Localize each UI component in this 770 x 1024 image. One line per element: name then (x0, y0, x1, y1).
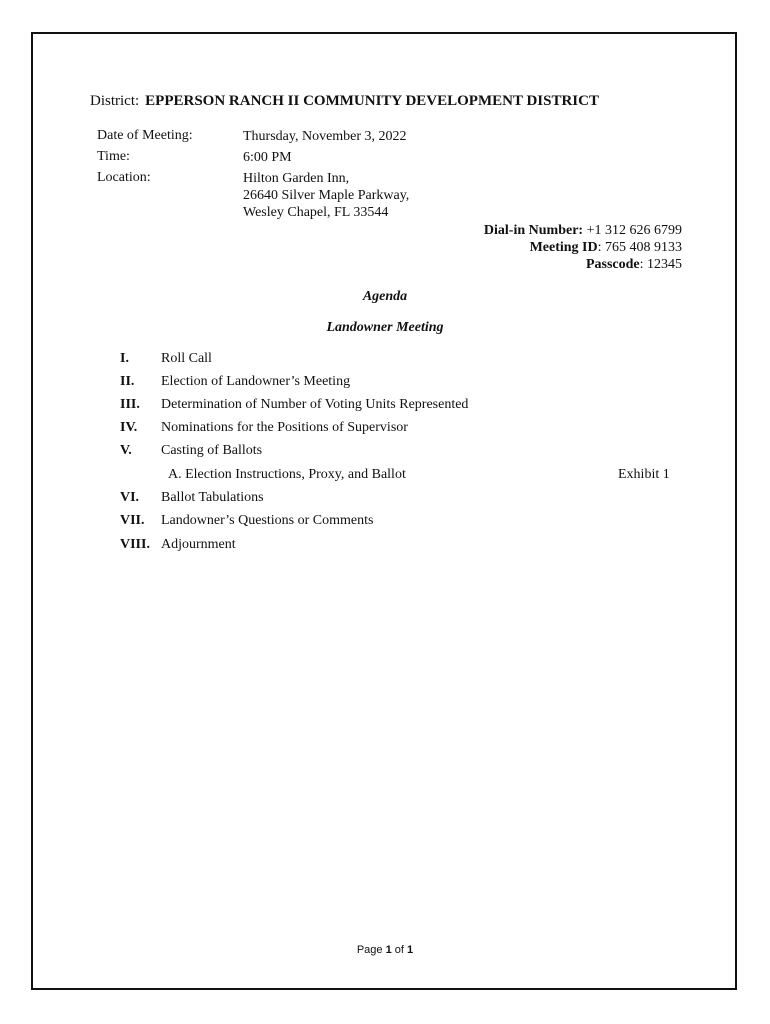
of-word: of (391, 944, 408, 956)
agenda-item-number: II. (120, 374, 135, 389)
meeting-id-value: : 765 408 9133 (597, 240, 682, 255)
agenda-item-label: Adjournment (161, 537, 236, 552)
agenda-subtitle: Landowner Meeting (326, 320, 444, 335)
page-total: 1 (407, 944, 414, 956)
agenda-item-number: VII. (120, 513, 145, 528)
location-label: Location: (97, 170, 151, 185)
agenda-item-label: Nominations for the Positions of Supervisor (161, 420, 408, 435)
agenda-item-number: III. (120, 397, 140, 412)
page-footer (0, 944, 770, 956)
district-name: EPPERSON RANCH II COMMUNITY DEVELOPMENT DISTRICT (145, 93, 599, 109)
agenda-item-number: VIII. (120, 537, 150, 552)
location-line: Hilton Garden Inn, (243, 171, 350, 186)
dial-in-label: Dial-in Number: (483, 223, 584, 238)
date-value: Thursday, November 3, 2022 (243, 129, 407, 144)
page-word: Page (356, 944, 386, 956)
agenda-item-label: Casting of Ballots (161, 443, 263, 458)
page-number: 1 (385, 944, 392, 956)
agenda-item-number: V. (120, 443, 132, 458)
time-label: Time: (97, 149, 130, 164)
agenda-item-label: Landowner’s Questions or Comments (161, 513, 374, 528)
dial-in-number (484, 223, 682, 239)
agenda-item-label: Election of Landowner’s Meeting (161, 374, 351, 389)
district-label: District: (90, 93, 140, 109)
meeting-id-label: Meeting ID (529, 240, 598, 255)
district-line (90, 93, 599, 110)
location-line: 26640 Silver Maple Parkway, (243, 188, 410, 203)
dial-in-value: +1 312 626 6799 (583, 223, 682, 238)
location-value (243, 170, 409, 221)
passcode (586, 257, 682, 273)
date-label: Date of Meeting: (97, 128, 193, 143)
agenda-subitem-label: A. Election Instructions, Proxy, and Ballot (168, 467, 406, 482)
agenda-item-label: Determination of Number of Voting Units Represented (161, 397, 469, 412)
exhibit-reference: Exhibit 1 (618, 467, 670, 482)
meeting-id (530, 240, 682, 256)
location-line: Wesley Chapel, FL 33544 (243, 205, 389, 220)
agenda-item-label: Roll Call (161, 351, 212, 366)
passcode-value: : 12345 (639, 257, 682, 272)
agenda-item-number: VI. (120, 490, 140, 505)
time-value: 6:00 PM (243, 150, 292, 165)
agenda-item-number: I. (120, 351, 129, 366)
agenda-title: Agenda (362, 289, 408, 304)
passcode-label: Passcode (585, 257, 640, 272)
agenda-item-label: Ballot Tabulations (161, 490, 264, 505)
agenda-item-number: IV. (120, 420, 138, 435)
